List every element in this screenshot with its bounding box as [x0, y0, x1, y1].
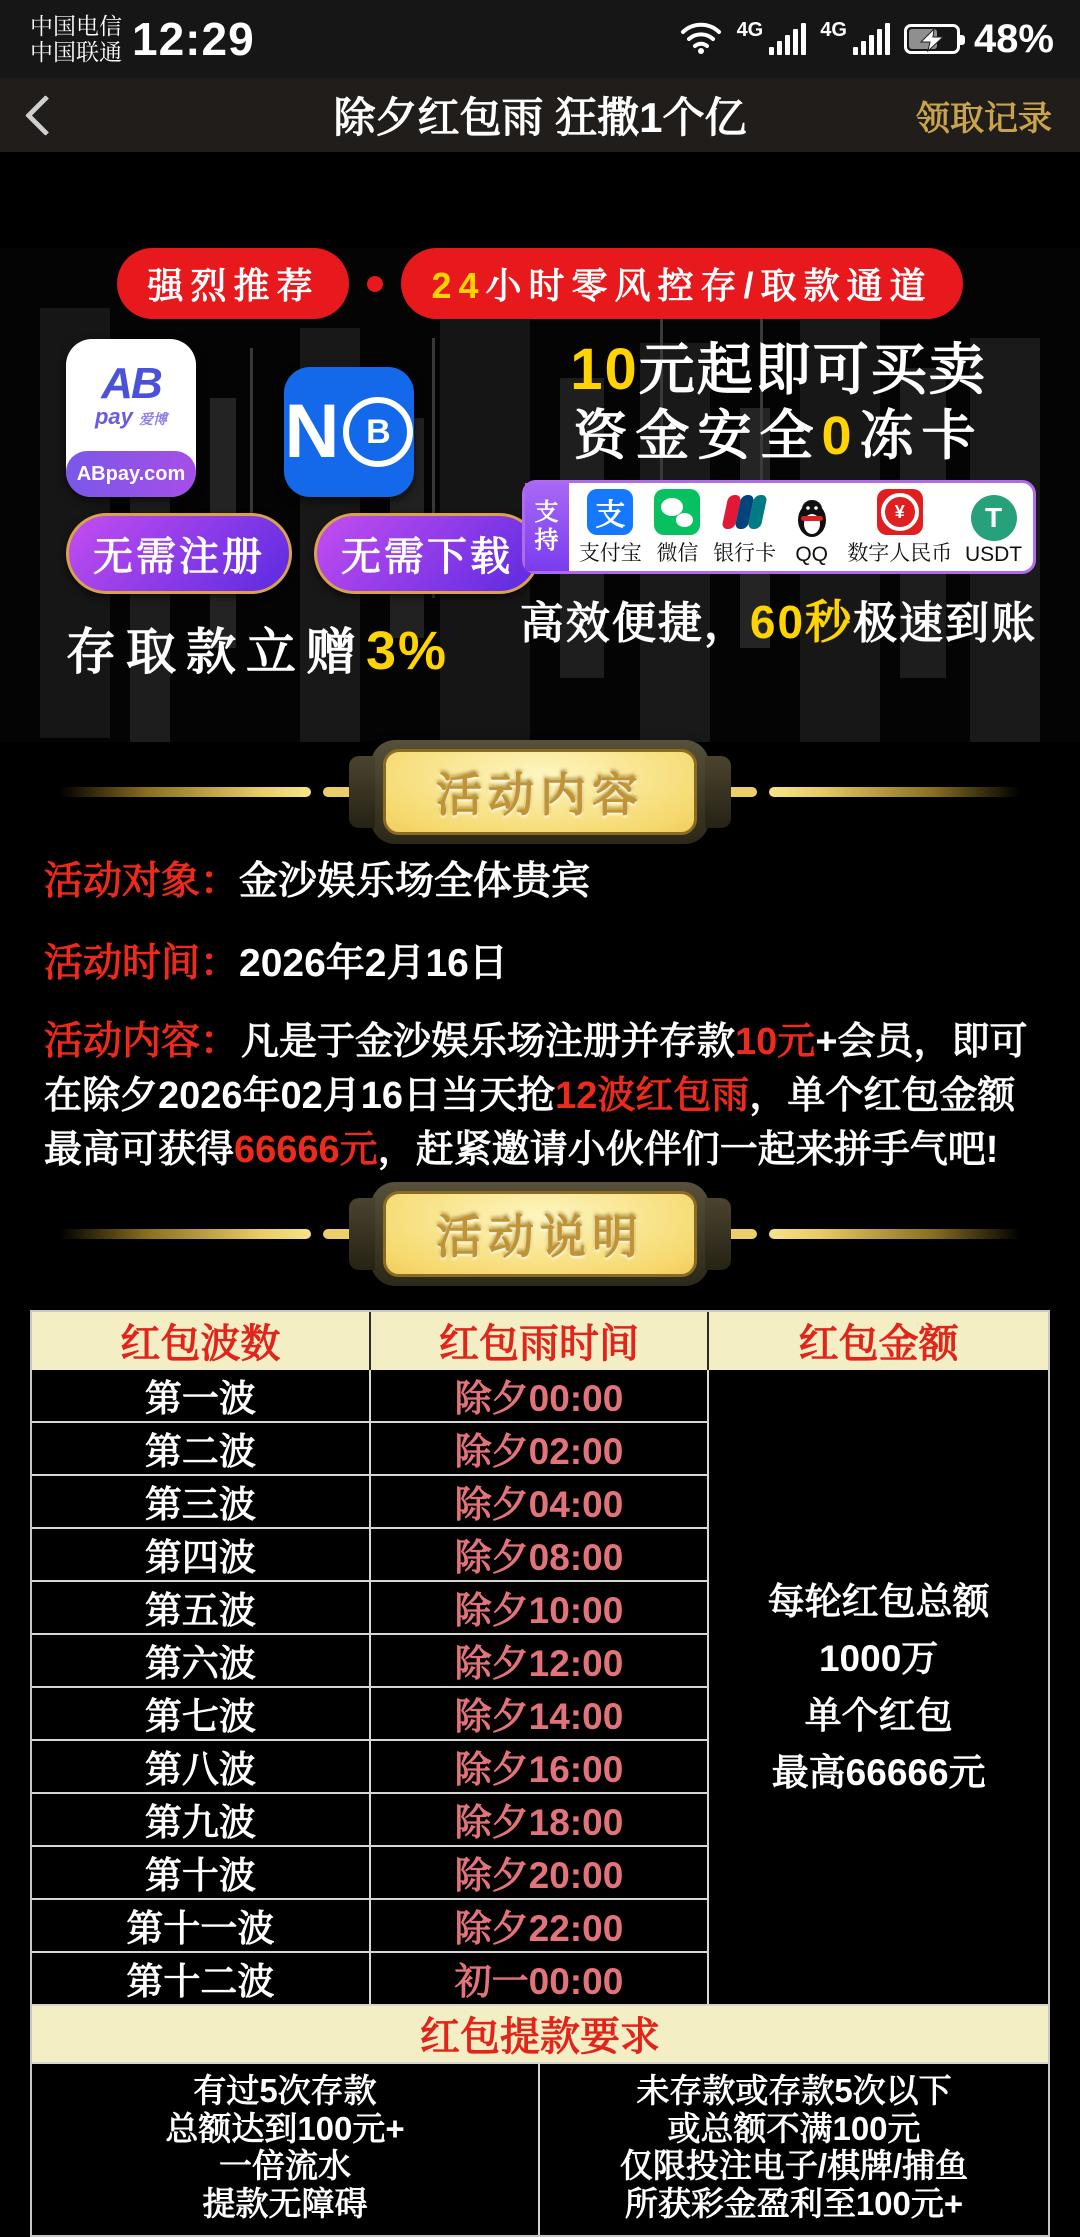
amount-line: 1000万	[818, 1637, 939, 1679]
wave-cell: 第十一波	[32, 1900, 371, 1953]
body-text: ，单个红包金额最高可获得	[44, 1074, 1016, 1171]
support-label: 支持	[525, 483, 569, 571]
battery-percent: 48%	[973, 16, 1054, 61]
amount-line: 每轮红包总额	[767, 1580, 990, 1622]
payment-method	[847, 489, 952, 567]
highlight-text: 10元	[735, 1021, 816, 1063]
signal-2-icon: 4G	[820, 23, 890, 55]
detail-target: 活动对象： 金沙娱乐场全体贵宾	[44, 860, 591, 903]
body-text: 2026年2月16日	[239, 942, 508, 985]
body-text: 金沙娱乐场全体贵宾	[239, 860, 591, 903]
withdraw-rules-qualified	[32, 2064, 540, 2236]
payment-method-label: 数字人民币	[847, 542, 953, 566]
payment-method-label: 银行卡	[713, 542, 777, 566]
carrier-1: 中国电信	[30, 12, 122, 39]
time-cell: 除夕22:00	[371, 1900, 710, 1953]
gold-plaque	[371, 1182, 709, 1286]
wave-cell: 第四波	[32, 1529, 371, 1582]
clock: 12:29	[132, 13, 255, 65]
wave-cell: 第二波	[32, 1423, 371, 1476]
payment-method-label: 支付宝	[578, 542, 642, 566]
buy-sell-line: 10元起即可买卖	[570, 337, 987, 402]
section-title: 活动内容	[436, 769, 644, 821]
payment-method-label: USDT	[964, 543, 1023, 567]
page-title: 除夕红包雨 狂撒1个亿	[333, 94, 747, 141]
withdraw-rules-unqualified	[540, 2064, 1048, 2236]
fund-safe-line: 资金安全0冻卡	[573, 405, 984, 466]
red-packet-schedule-table	[30, 1310, 1050, 2237]
digital-rmb-icon: ¥	[877, 489, 923, 535]
withdraw-rule-line: 未存款或存款5次以下	[636, 2071, 952, 2109]
chevron-left-icon	[24, 94, 65, 135]
time-cell: 除夕20:00	[371, 1847, 710, 1900]
unionpay-icon	[722, 489, 768, 535]
section-divider-activity-content	[0, 742, 1080, 842]
bitcoin-icon: B	[343, 397, 413, 467]
withdraw-rule-line: 有过5次存款	[193, 2071, 377, 2109]
time-cell: 除夕16:00	[371, 1741, 710, 1794]
wifi-icon	[679, 19, 723, 60]
body-text: +会员，即可在除夕2026年02月16日当天抢	[44, 1021, 1028, 1117]
wave-cell: 第五波	[32, 1582, 371, 1635]
time-cell: 除夕14:00	[371, 1688, 710, 1741]
body-text: 凡是于金沙娱乐场注册并存款	[241, 1021, 736, 1063]
payment-method-label: QQ	[795, 543, 829, 567]
dot-separator	[367, 276, 383, 292]
wave-cell: 第三波	[32, 1476, 371, 1529]
withdraw-rule-line: 总额达到100元+	[165, 2109, 405, 2147]
nav-bar	[0, 78, 1080, 152]
withdraw-requirements-title: 红包提款要求	[32, 2006, 1048, 2062]
time-cell: 除夕04:00	[371, 1476, 710, 1529]
payment-method	[789, 495, 835, 567]
badge-24h-channel: 24小时零风控存/取款通道	[401, 248, 962, 319]
table-header	[32, 1312, 1048, 1370]
highlight-text: 12波红包雨	[555, 1074, 750, 1117]
time-cell: 除夕08:00	[371, 1529, 710, 1582]
time-cell: 除夕18:00	[371, 1794, 710, 1847]
wave-cell: 第一波	[32, 1370, 371, 1423]
highlight-text: 66666元	[234, 1128, 378, 1171]
fast-arrival-line: 高效便捷，60秒极速到账	[519, 596, 1038, 649]
abpay-logo: AB pay 爱博 ABpay.com	[66, 339, 196, 497]
col-header-amount: 红包金额	[798, 1322, 959, 1367]
amount-merged-cell	[709, 1370, 1048, 2006]
withdraw-rule-line: 提款无障碍	[202, 2184, 368, 2222]
deposit-bonus-line: 存取款立赠3%	[66, 621, 449, 681]
amount-line: 单个红包	[804, 1694, 953, 1736]
amount-line: 最高66666元	[771, 1751, 986, 1793]
status-bar	[0, 0, 1080, 78]
activity-details	[0, 842, 1080, 1178]
qq-icon	[789, 495, 835, 541]
carrier-2: 中国联通	[30, 39, 122, 65]
badge-recommend: 强烈推荐	[117, 248, 349, 319]
time-cell: 除夕02:00	[371, 1423, 710, 1476]
signal-1-icon: 4G	[737, 23, 807, 55]
abpay-domain: ABpay.com	[66, 451, 196, 497]
wave-cell: 第十二波	[32, 1953, 371, 2006]
payment-method	[713, 489, 776, 567]
nb-coin-logo: N B	[284, 367, 414, 497]
wave-cell: 第八波	[32, 1741, 371, 1794]
time-cell: 除夕12:00	[371, 1635, 710, 1688]
payment-method	[579, 489, 642, 567]
pill-no-download: 无需下载	[314, 513, 540, 594]
wechat-icon	[654, 489, 700, 535]
col-header-wave: 红包波数	[32, 1312, 371, 1370]
gold-plaque	[371, 740, 709, 844]
back-button[interactable]	[0, 101, 90, 130]
section-divider-activity-rules	[0, 1178, 1080, 1290]
withdraw-rule-line: 所获彩金盈利至100元+	[624, 2184, 964, 2222]
withdraw-rule-line: 或总额不满100元	[667, 2109, 921, 2147]
wave-cell: 第九波	[32, 1794, 371, 1847]
pill-no-register: 无需注册	[66, 513, 292, 594]
payment-methods-box	[522, 480, 1036, 574]
time-cell: 除夕10:00	[371, 1582, 710, 1635]
time-cell: 初一00:00	[371, 1953, 710, 2006]
payment-method	[654, 489, 700, 567]
usdt-icon: T	[971, 495, 1017, 541]
claim-history-link[interactable]: 领取记录	[916, 99, 1052, 138]
time-cell: 除夕00:00	[371, 1370, 710, 1423]
alipay-icon: 支	[587, 489, 633, 535]
detail-time: 活动时间： 2026年2月16日	[44, 942, 508, 985]
wave-cell: 第十波	[32, 1847, 371, 1900]
wave-cell: 第六波	[32, 1635, 371, 1688]
detail-description: 活动内容：凡是于金沙娱乐场注册并存款10元+会员，即可在除夕2026年02月16日当天抢12波红包雨，单个红包金额最高可获得66666元，赶紧邀请小伙伴们一起来拼手气吧!	[44, 1020, 1028, 1171]
withdraw-rule-line: 一倍流水	[219, 2147, 351, 2185]
withdraw-rule-line: 仅限投注电子/棋牌/捕鱼	[619, 2147, 969, 2185]
col-header-time: 红包雨时间	[371, 1312, 710, 1370]
battery-charging-icon	[904, 24, 960, 54]
promo-banner	[0, 248, 1080, 742]
section-title: 活动说明	[436, 1210, 644, 1263]
wave-cell: 第七波	[32, 1688, 371, 1741]
body-text: ，赶紧邀请小伙伴们一起来拼手气吧!	[377, 1128, 999, 1171]
payment-method-label: 微信	[656, 542, 699, 566]
payment-method	[965, 495, 1022, 567]
